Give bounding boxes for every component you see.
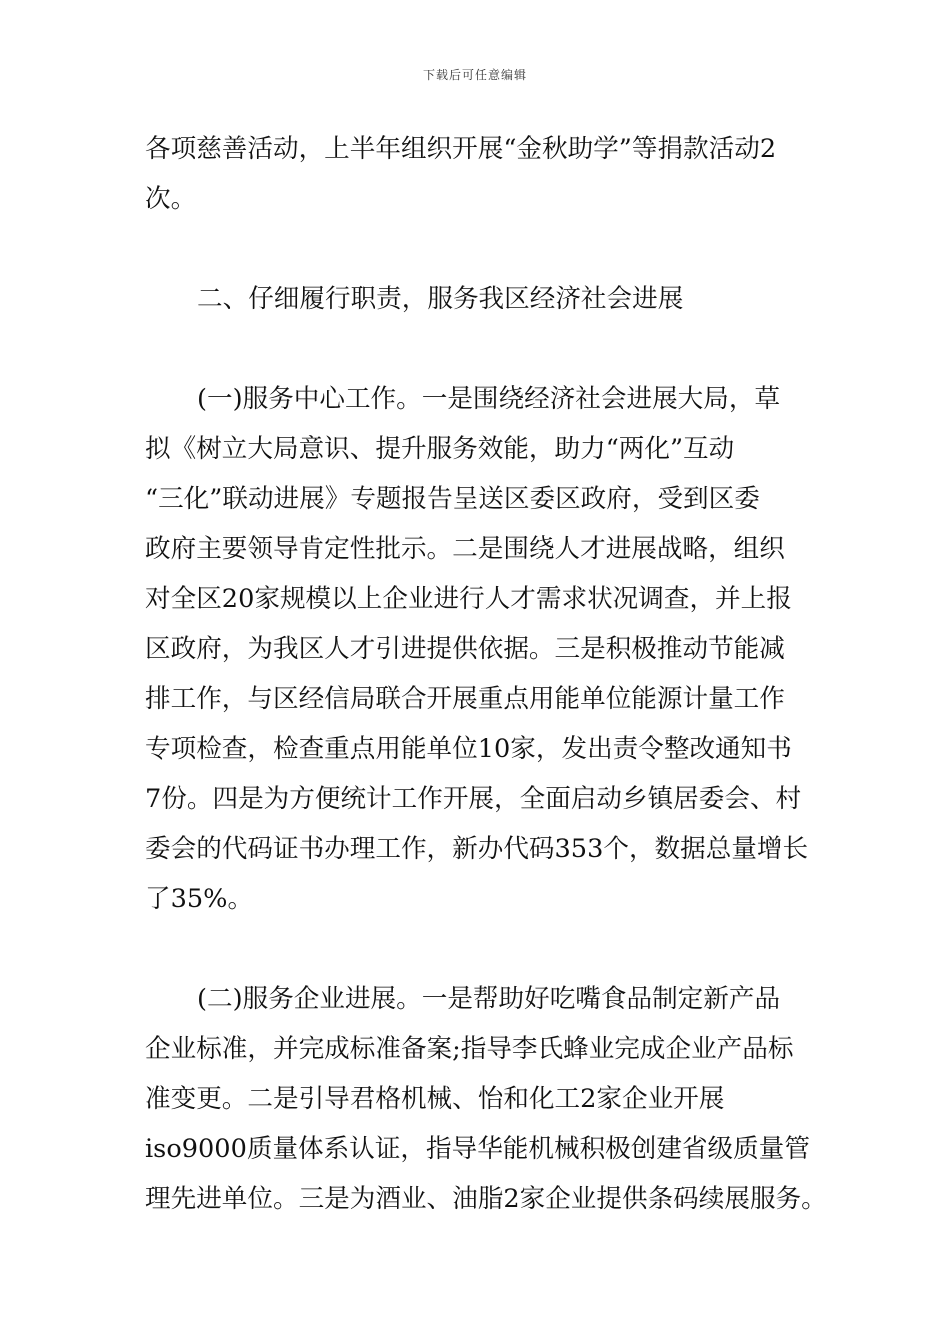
paragraph-line: 专项检查，检查重点用能单位10家，发出责令整改通知书 <box>145 734 792 764</box>
header-note: 下载后可任意编辑 <box>422 68 527 82</box>
paragraph-line: 企业标准，并完成标准备案;指导李氏蜂业完成企业产品标 <box>145 1034 794 1064</box>
paragraph-line: 排工作，与区经信局联合开展重点用能单位能源计量工作 <box>145 684 785 714</box>
paragraph-line: “三化”联动进展》专题报告呈送区委区政府，受到区委 <box>145 484 760 514</box>
paragraph-line: 对全区20家规模以上企业进行人才需求状况调查，并上报 <box>145 584 792 614</box>
paragraph-line: 准变更。二是引导君格机械、怡和化工2家企业开展 <box>145 1084 725 1114</box>
paragraph-line: 区政府，为我区人才引进提供依据。三是积极推动节能减 <box>145 634 785 664</box>
paragraph-line: 政府主要领导肯定性批示。二是围绕人才进展战略，组织 <box>145 534 785 564</box>
paragraph-line: 理先进单位。三是为酒业、油脂2家企业提供条码续展服务。 <box>145 1184 827 1214</box>
paragraph-line: 了35%。 <box>145 884 254 914</box>
paragraph-line: (二)服务企业进展。一是帮助好吃嘴食品制定新产品 <box>197 984 781 1014</box>
section-heading: 二、仔细履行职责，服务我区经济社会进展 <box>197 284 684 314</box>
paragraph-line: 委会的代码证书办理工作，新办代码353个，数据总量增长 <box>145 834 809 864</box>
paragraph-line: 拟《树立大局意识、提升服务效能，助力“两化”互动 <box>145 434 735 464</box>
paragraph-line: 7份。四是为方便统计工作开展，全面启动乡镇居委会、村 <box>145 784 802 814</box>
paragraph-line: 各项慈善活动，上半年组织开展“金秋助学”等捐款活动2 <box>145 134 777 164</box>
paragraph-line: iso9000质量体系认证，指导华能机械积极创建省级质量管 <box>145 1134 810 1164</box>
paragraph-line: (一)服务中心工作。一是围绕经济社会进展大局，草 <box>197 384 781 414</box>
paragraph-line: 次。 <box>145 184 197 214</box>
